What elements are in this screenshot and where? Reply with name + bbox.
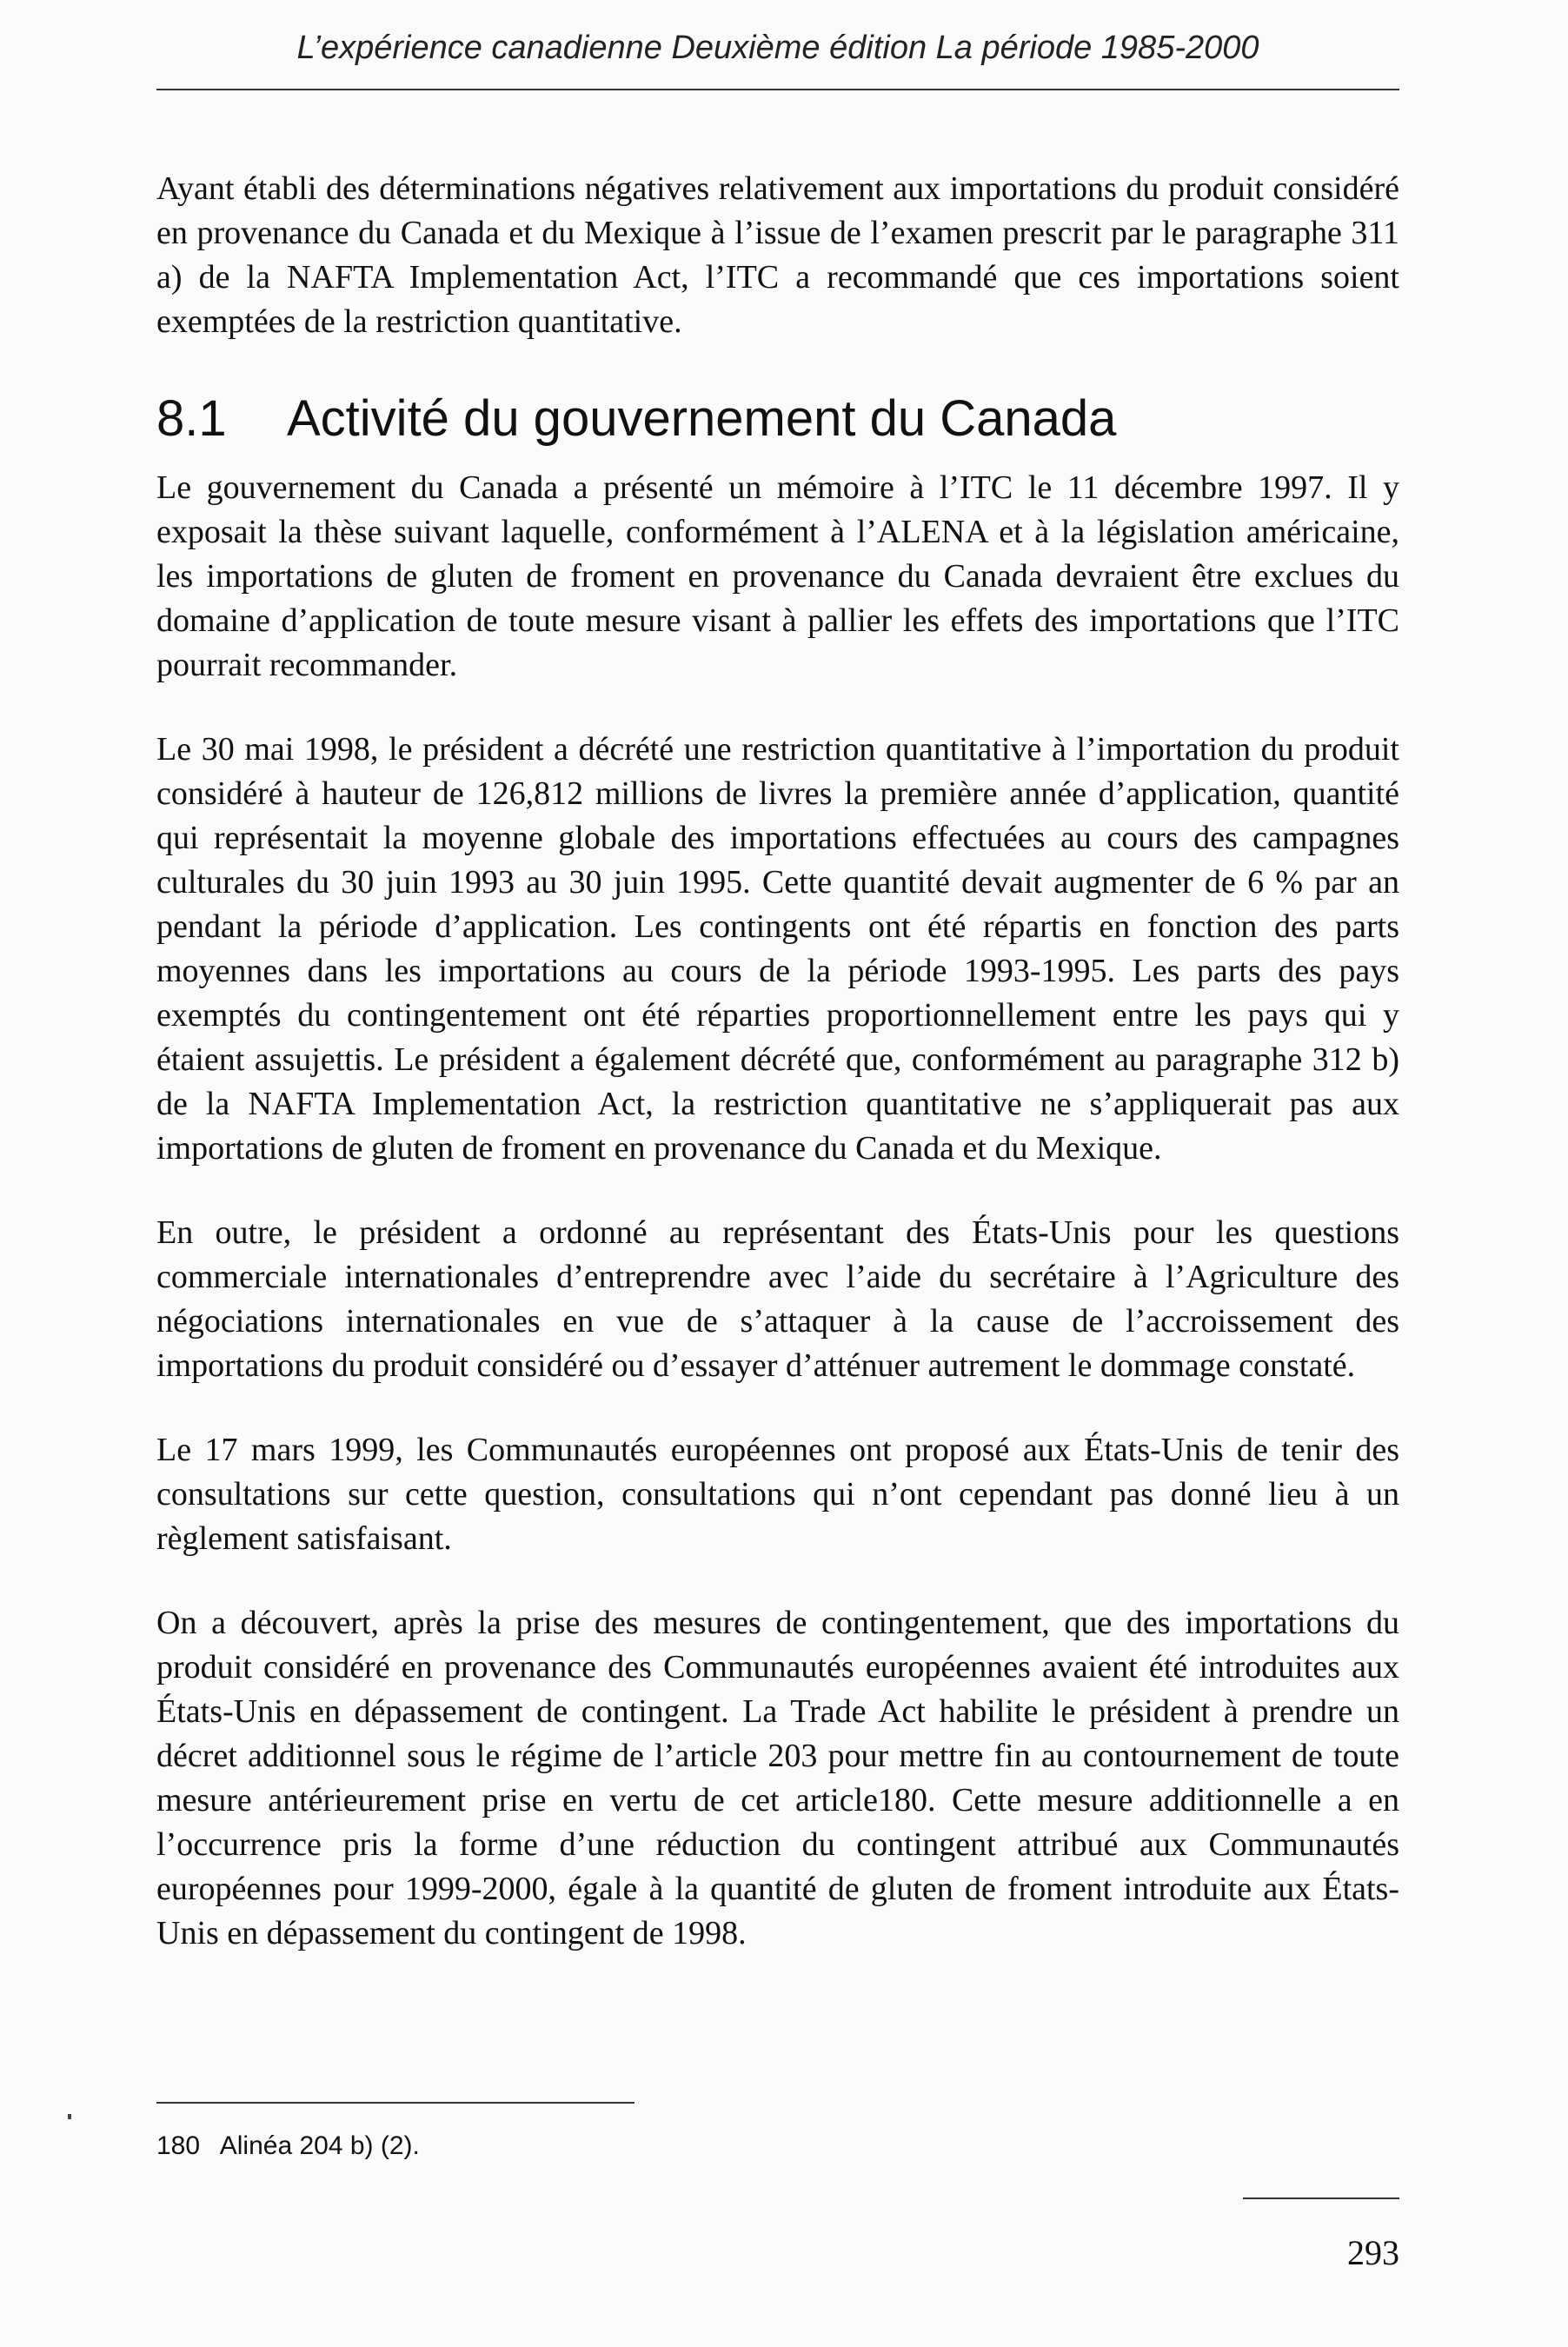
paragraph-3: Le 30 mai 1998, le président a décrété une restriction quantitative à l’importation du produit considéré à hauteur de 126,812 millions de livres la première année d’application, quantité qui représentait la moyenne globale des importations effectuées au cours des campagnes culturales du 30 juin 1993 au 30 juin 1995. Cette quantité devait augmenter de 6 % par an pendant la période d’application. Les contingents ont été répartis en fonction des parts moyennes dans les importations au cours de la période 1993-1995. Les parts des pays exemptés du contingentement ont été réparties proportionnellement entre les pays qui y étaient assujettis. Le président a également décrété que, conformément au paragraphe 312 b) de la NAFTA Implementation Act, la restriction quantitative ne s’appliquerait pas aux importations de gluten de froment en provenance du Canada et du Mexique. — [156, 731, 1399, 1167]
running-header: L’expérience canadienne Deuxième édition La période 1985-2000 — [296, 30, 1259, 66]
paragraph-5: Le 17 mars 1999, les Communautés européennes ont proposé aux États-Unis de tenir des consultations sur cette question, consultations qui n’ont cependant pas donné lieu à un règlement satisfaisant. — [156, 1432, 1399, 1557]
paragraph-4: En outre, le président a ordonné au représentant des États-Unis pour les questions commerciale internationales d’entreprendre avec l’aide du secrétaire à l’Agriculture des négociations internationales en vue de s’attaquer à la cause de l’accroissement des importations du produit considéré ou d’essayer d’atténuer autrement le dommage constaté. — [156, 1214, 1399, 1384]
section-number: 8.1 — [156, 390, 227, 447]
footnote-number: 180 — [156, 2131, 201, 2160]
paragraph-1: Ayant établi des déterminations négatives relativement aux importations du produit considéré en provenance du Canada et du Mexique à l’issue de l’examen prescrit par le paragraphe 311 a) de la NAFTA Implementation Act, l’ITC a recommandé que ces importations soient exemptées de la restriction quantitative. — [156, 170, 1399, 340]
footnote — [156, 2131, 420, 2161]
footnote-text: Alinéa 204 b) (2). — [219, 2131, 420, 2160]
page-number: 293 — [1347, 2233, 1399, 2272]
main-text — [156, 167, 1399, 1996]
margin-mark — [68, 2114, 71, 2119]
page-number-rule — [1243, 2197, 1399, 2199]
footnote-rule — [156, 2102, 635, 2104]
paragraph-6: On a découvert, après la prise des mesures de contingentement, que des importations du produit considéré en provenance des Communautés européennes avaient été introduites aux États-Unis en dépassement de contingent. La Trade Act habilite le président à prendre un décret additionnel sous le régime de l’article 203 pour mettre fin au contournement de toute mesure antérieurement prise en vertu de cet article180. Cette mesure additionnelle a en l’occurrence pris la forme d’une réduction du contingent attribué aux Communautés européennes pour 1999-2000, égale à la quantité de gluten de froment introduite aux États-Unis en dépassement du contingent de 1998. — [156, 1605, 1399, 1951]
section-title: Activité du gouvernement du Canada — [287, 390, 1117, 447]
section-heading — [156, 384, 1399, 454]
paragraph-2: Le gouvernement du Canada a présenté un mémoire à l’ITC le 11 décembre 1997. Il y exposait la thèse suivant laquelle, conformément à l’ALENA et à la législation américaine, les importations de gluten de froment en provenance du Canada devraient être exclues du domaine d’application de toute mesure visant à pallier les effets des importations que l’ITC pourrait recommander. — [156, 469, 1399, 683]
header-rule — [156, 89, 1399, 90]
